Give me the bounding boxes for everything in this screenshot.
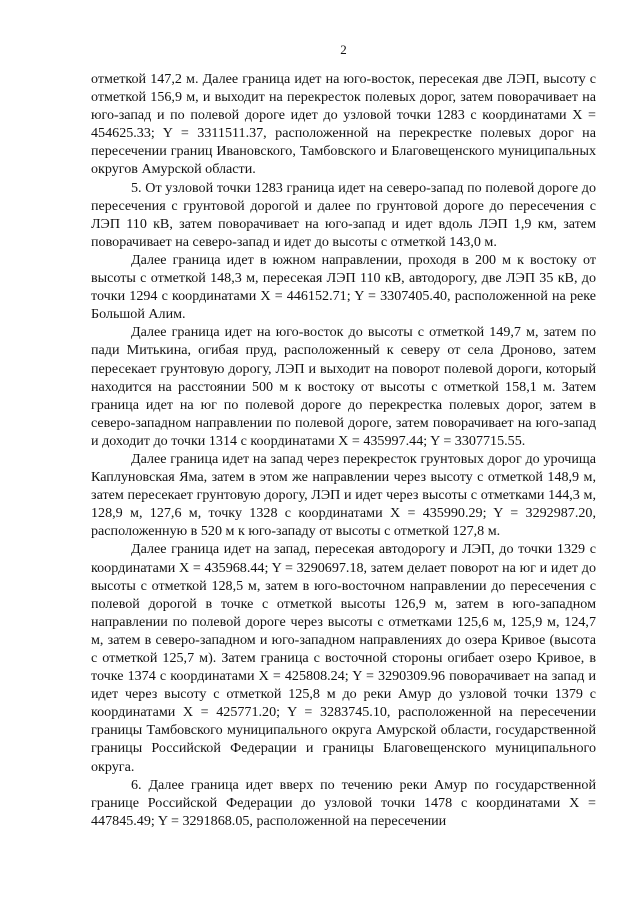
paragraph-section-6: 6. Далее граница идет вверх по течению реки Амур по государственной границе Российской Федерации до узловой точки 1478 с координатами X = 447845.49; Y = 3291868.05, расположенной на пересечении [91, 776, 596, 829]
paragraph-point-1314: Далее граница идет на юго-восток до высоты с отметкой 149,7 м, затем по пади Митькина, огибая пруд, расположенный к северу от села Дроново, затем пересекает грунтовую дорогу, ЛЭП и выходит на поворот полевой дороги, который находится на расстоянии 500 м к востоку от высоты с отметкой 158,1 м. Затем граница идет на юг по полевой дороге до перекрестка полевых дорог, затем в северо-западном направлении по полевой дороге, затем поворачивает на юго-запад и доходит до точки 1314 с координатами X = 435997.44; Y = 3307715.55. [91, 324, 596, 449]
paragraph-continuation: отметкой 147,2 м. Далее граница идет на юго-восток, пересекая две ЛЭП, высоту с отметкой 156,9 м, и выходит на перекресток полевых дорог, затем поворачивает на юго-запад и по полевой дороге идет до узловой точки 1283 с координатами X = 454625.33; Y = 3311511.37, расположенной на перекрестке полевых дорог на пересечении границ Ивановского, Тамбовского и Благовещенского муниципальных округов Амурской области. [91, 71, 596, 178]
paragraph-point-1294: Далее граница идет в южном направлении, проходя в 200 м к востоку от высоты с отметкой 148,3 м, пересекая ЛЭП 110 кВ, автодорогу, две ЛЭП 35 кВ, до точки 1294 с координатами X = 446152.71; Y = 3307405.40, расположенной на реке Большой Алим. [91, 251, 596, 323]
page-number: 2 [340, 42, 347, 57]
paragraph-point-1328: Далее граница идет на запад через перекресток грунтовых дорог до урочища Каплуновская Яма, затем в этом же направлении через высоту с отметкой 148,9 м, затем пересекает грунтовую дорогу, ЛЭП и идет через высоты с отметками 144,3 м, 128,9 м, 127,6 м, точку 1328 с координатами X = 435990.29; Y = 3292987.20, расположенную в 520 м к юго-западу от высоты с отметкой 127,8 м. [91, 450, 596, 540]
paragraph-section-5: 5. От узловой точки 1283 граница идет на северо-запад по полевой дороге до пересечения с грунтовой дорогой и далее по грунтовой дороге до пересечения с ЛЭП 110 кВ, затем поворачивает на юго-запад и идет вдоль ЛЭП 1,9 км, затем поворачивает на северо-запад и идет до высоты с отметкой 143,0 м. [91, 179, 596, 250]
paragraph-point-1379: Далее граница идет на запад, пересекая автодорогу и ЛЭП, до точки 1329 с координатами X = 435968.44; Y = 3290697.18, затем делает поворот на юг и идет до высоты с отметкой 128,5 м, затем в юго-восточном направлении до пересечения с полевой дорогой в точке с отметкой высоты 126,9 м, затем в юго-западном направлении по полевой дороге через высоты с отметками 125,6 м, 125,9 м, 124,7 м, затем в северо-западном и юго-западном направлениях до озера Кривое (высота с отметкой 125,7 м). Затем граница с восточной стороны огибает озеро Кривое, в точке 1374 с координатами X = 425808.24; Y = 3290309.96 поворачивает на запад и идет через высоту с отметкой 125,8 м до реки Амур до узловой точки 1379 с координатами X = 425771.20; Y = 3283745.10, расположенной на пересечении границы Тамбовского муниципального округа Амурской области, государственной границы Российской Федерации и границы Благовещенского муниципального округа. [91, 541, 596, 775]
